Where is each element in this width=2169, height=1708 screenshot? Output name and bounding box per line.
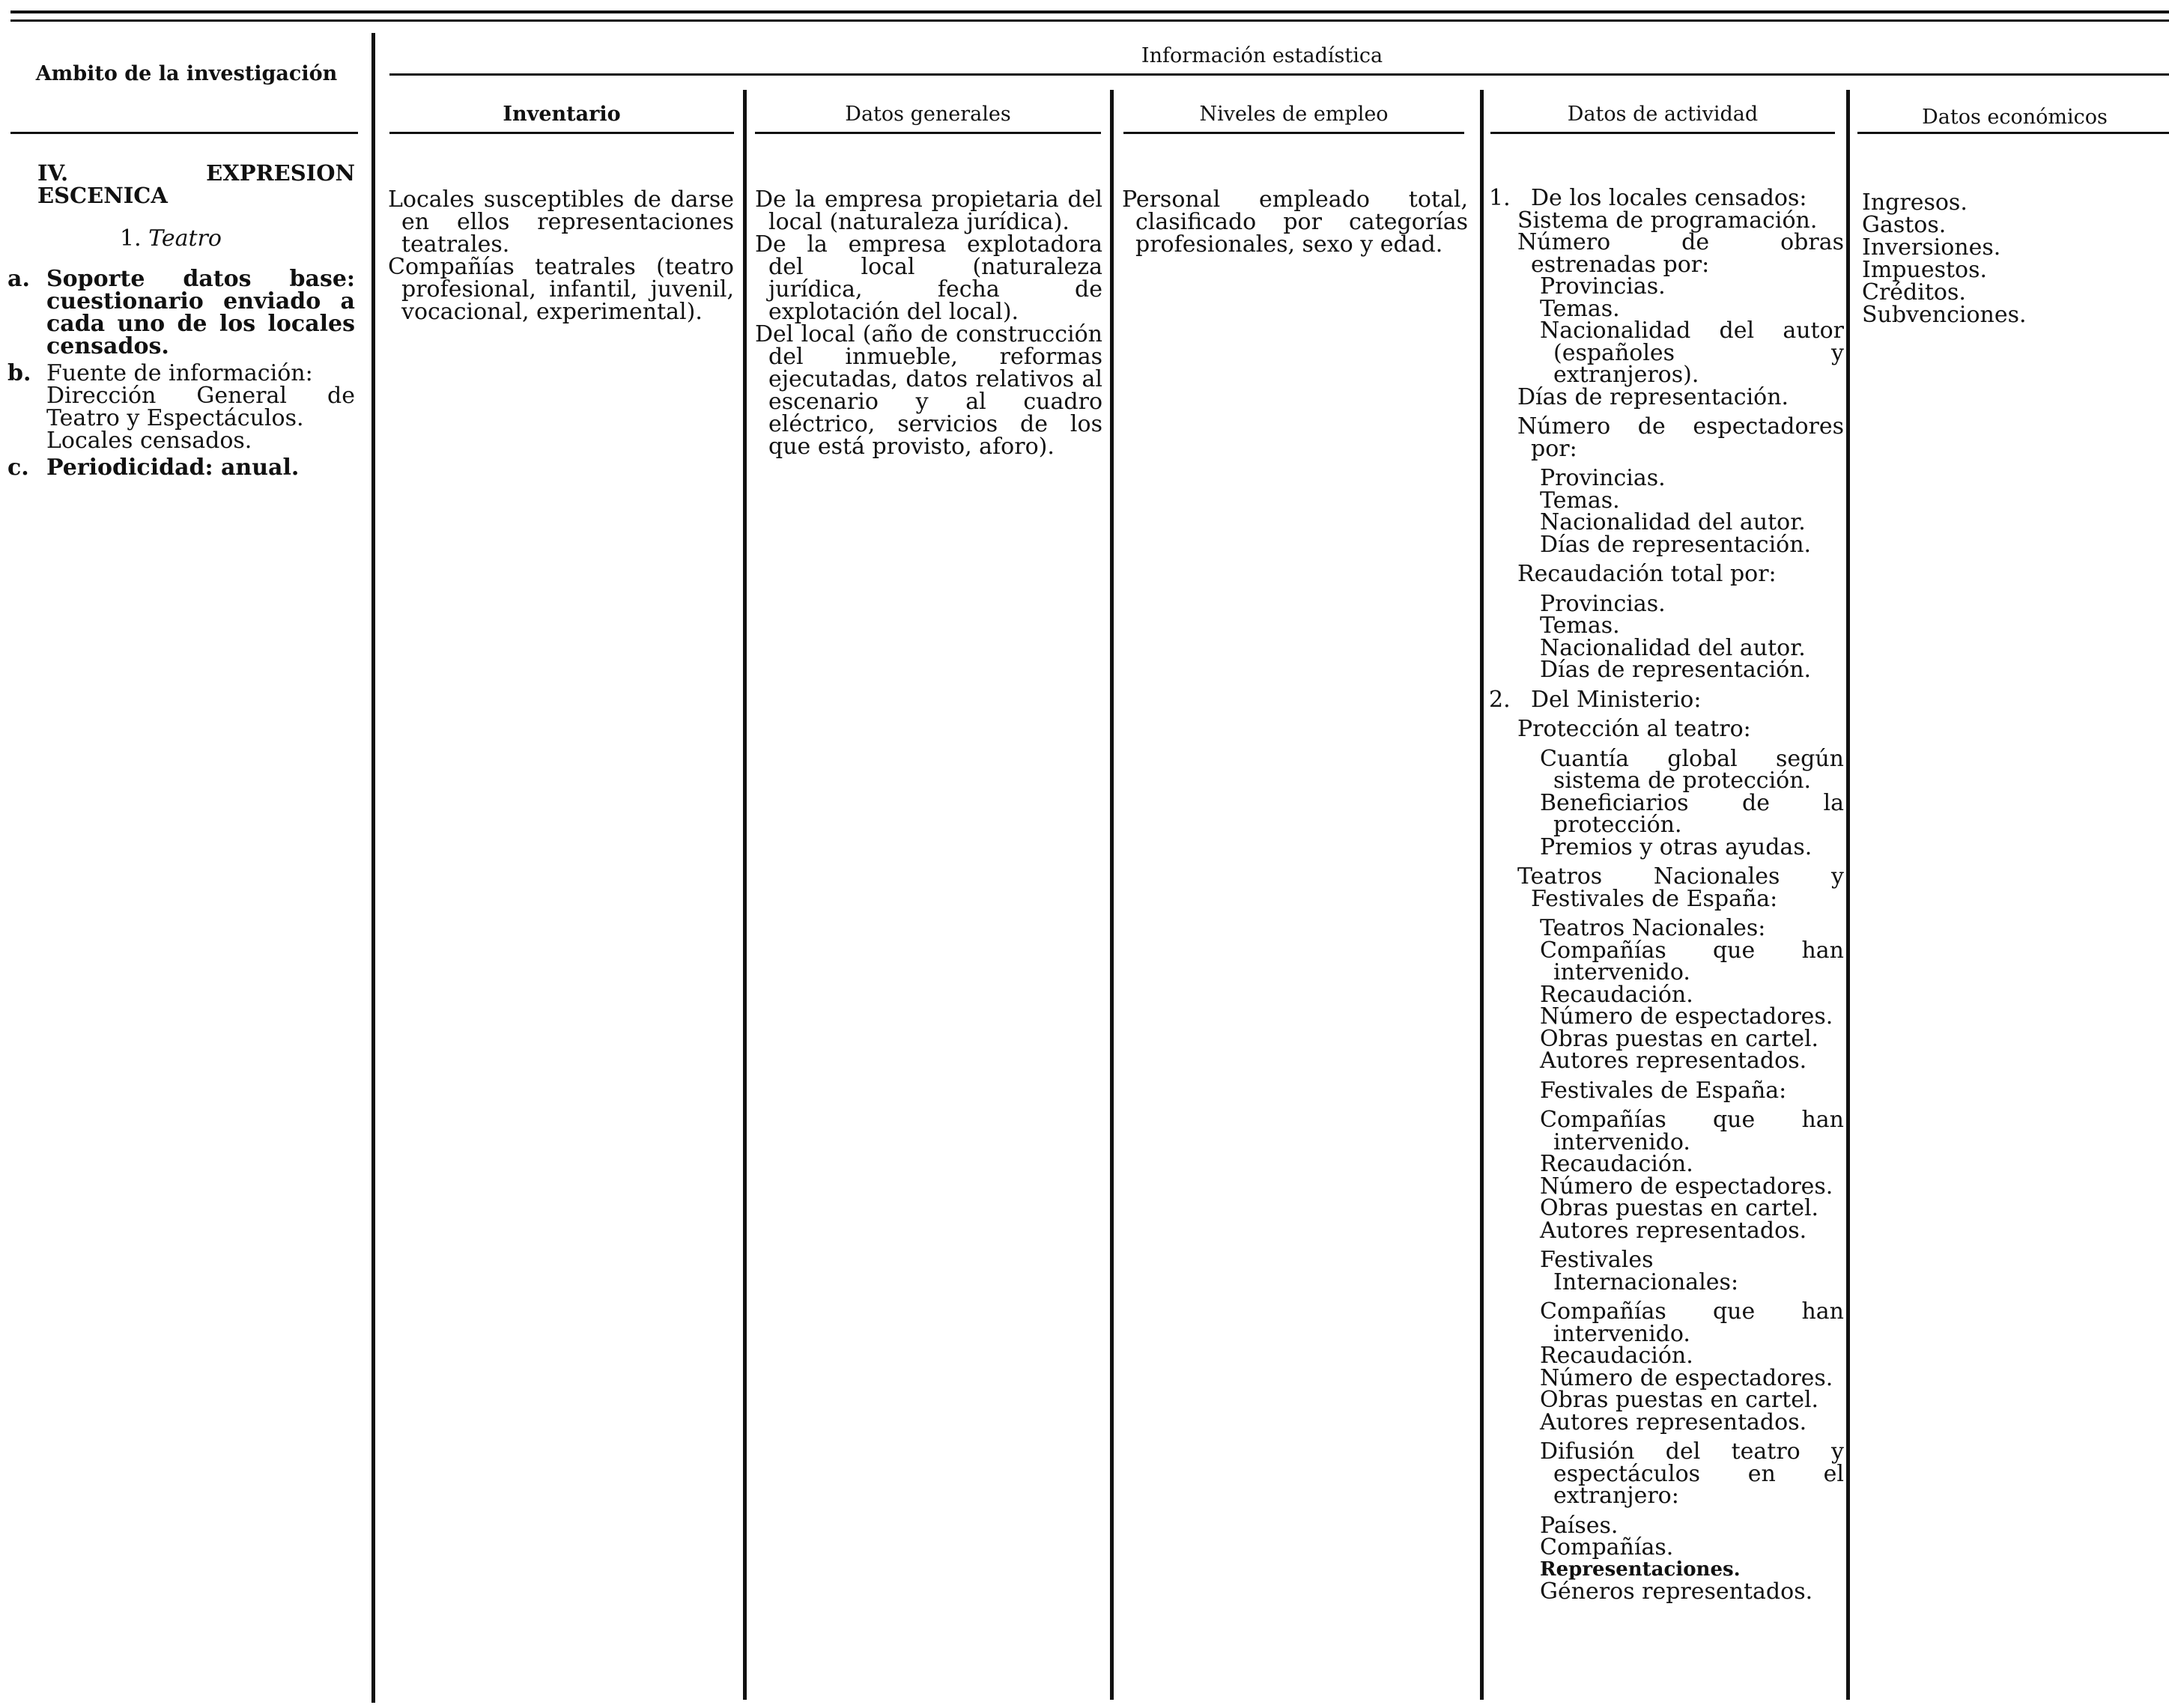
vertical-rule-2 <box>743 90 747 1700</box>
vertical-rule-1 <box>371 33 375 1703</box>
group-title: Del Ministerio: <box>1531 686 1702 713</box>
actividad-subline: Representaciones. <box>1540 1557 1741 1581</box>
inventario-entry: Locales susceptibles de darse en ellos representaciones teatrales. <box>388 186 734 258</box>
item-text: Fuente de información: <box>46 360 313 386</box>
actividad-subline: Compañías. <box>1540 1534 1674 1560</box>
datos-generales-entry: De la empresa propietaria del local (naturaleza jurídica). <box>755 186 1102 235</box>
header-datos-generales: Datos generales <box>845 103 1011 126</box>
actividad-line: Sistema de programación. <box>1517 207 1818 234</box>
actividad-subline: Recaudación. <box>1540 1343 1693 1369</box>
actividad-group-1 <box>1489 187 1844 210</box>
actividad-subline: Premios y otras ayudas. <box>1540 833 1812 860</box>
actividad-subline: Días de representación. <box>1540 657 1812 683</box>
datos-generales-entry: De la empresa explotadora del local (naturaleza jurídica, fecha de explotación del local). <box>755 231 1102 325</box>
vertical-rule-4 <box>1480 90 1484 1700</box>
actividad-line: Teatros Nacionales y Festivales de España: <box>1517 863 1844 912</box>
actividad-subline: Obras puestas en cartel. <box>1540 1025 1819 1052</box>
actividad-subline: Provincias. <box>1540 590 1666 617</box>
actividad-line: Días de representación. <box>1517 383 1789 410</box>
actividad-subline: Temas. <box>1540 487 1620 514</box>
economicos-entry: Ingresos. <box>1862 189 1968 216</box>
actividad-subline: Cuantía global según sistema de protección. <box>1540 745 1844 794</box>
actividad-subline: Festivales de España: <box>1540 1077 1787 1104</box>
actividad-subline: Festivales Internacionales: <box>1540 1247 1739 1295</box>
col-rule-economicos <box>1857 132 2169 134</box>
actividad-subline: Obras puestas en cartel. <box>1540 1195 1819 1221</box>
actividad-subline: Temas. <box>1540 613 1620 639</box>
economicos-entry: Inversiones. <box>1862 234 2001 261</box>
group-title: De los locales censados: <box>1531 185 1807 211</box>
actividad-subline: Número de espectadores. <box>1540 1364 1833 1391</box>
actividad-subline: Temas. <box>1540 295 1620 322</box>
group-number: 2. <box>1489 686 1511 713</box>
datos-generales-entry: Del local (año de construcción del inmueble, reformas ejecutadas, datos relativos al escenario y al cuadro eléctrico, servicios de los que está provisto, aforo). <box>755 321 1102 460</box>
header-niveles-empleo: Niveles de empleo <box>1199 103 1389 126</box>
actividad-subline: Autores representados. <box>1540 1217 1807 1244</box>
top-rule-thin <box>10 19 2169 22</box>
actividad-subline: Autores representados. <box>1540 1408 1807 1435</box>
subsection-number: 1. <box>120 225 142 252</box>
item-text: Periodicidad: anual. <box>46 455 300 481</box>
actividad-line: Número de espectadores por: <box>1517 413 1844 462</box>
actividad-subline: Teatros Nacionales: <box>1540 915 1766 941</box>
header-datos-economicos: Datos económicos <box>1922 106 2108 129</box>
datos-generales-column <box>755 186 1102 460</box>
actividad-subline: Géneros representados. <box>1540 1578 1813 1605</box>
niveles-empleo-column <box>1122 186 1468 258</box>
ambito-item-b <box>7 362 355 452</box>
item-label: a. <box>7 266 30 292</box>
niveles-empleo-entry: Personal empleado total, clasificado por categorías profesionales, sexo y edad. <box>1122 186 1468 258</box>
item-text: Soporte datos base: cuestionario enviado a cada uno de los locales censados. <box>46 266 355 359</box>
col-rule-niveles <box>1123 132 1464 134</box>
actividad-subline: Número de espectadores. <box>1540 1003 1833 1030</box>
actividad-subline: Número de espectadores. <box>1540 1173 1833 1200</box>
actividad-subline: Recaudación. <box>1540 1151 1693 1177</box>
actividad-subline: Compañías que han intervenido. <box>1540 937 1844 985</box>
vertical-rule-5 <box>1846 90 1850 1700</box>
datos-actividad-column <box>1489 187 1844 1603</box>
ambito-item-c <box>7 457 355 479</box>
economicos-entry: Gastos. <box>1862 212 1947 238</box>
ambito-item-a <box>7 268 355 358</box>
ambito-column <box>7 162 355 484</box>
group-number: 1. <box>1489 185 1511 211</box>
actividad-line: Recaudación total por: <box>1517 561 1777 587</box>
section-title: IV. EXPRESION ESCENICA <box>37 160 355 208</box>
actividad-subline: Compañías que han intervenido. <box>1540 1107 1844 1155</box>
item-label: c. <box>7 455 29 481</box>
vertical-rule-3 <box>1110 90 1114 1700</box>
header-informacion: Información estadística <box>1141 44 1383 67</box>
item-subtext: Locales censados. <box>46 428 252 454</box>
actividad-group-2 <box>1489 686 1844 713</box>
economicos-entry: Créditos. <box>1862 279 1966 306</box>
actividad-subline: Compañías que han intervenido. <box>1540 1298 1844 1347</box>
ambito-header-rule <box>10 132 358 134</box>
inventario-column <box>388 186 734 325</box>
actividad-subline: Provincias. <box>1540 273 1666 300</box>
actividad-subline: Nacionalidad del autor (españoles y extranjeros). <box>1540 317 1844 388</box>
actividad-subline: Difusión del teatro y espectáculos en el extranjero: <box>1540 1438 1844 1509</box>
actividad-line: Número de obras estrenadas por: <box>1517 229 1844 278</box>
actividad-subline: Nacionalidad del autor. <box>1540 634 1806 661</box>
actividad-subline: Autores representados. <box>1540 1048 1807 1074</box>
actividad-subline: Beneficiarios de la protección. <box>1540 789 1844 838</box>
col-rule-actividad <box>1490 132 1835 134</box>
item-label: b. <box>7 360 31 386</box>
datos-economicos-column <box>1862 189 2147 328</box>
economicos-entry: Subvenciones. <box>1862 302 2027 328</box>
actividad-subline: Nacionalidad del autor. <box>1540 509 1806 535</box>
col-rule-inventario <box>389 132 734 134</box>
economicos-entry: Impuestos. <box>1862 257 1988 283</box>
subsection-title <box>120 225 355 252</box>
col-rule-datos-generales <box>755 132 1101 134</box>
actividad-subline: Provincias. <box>1540 465 1666 491</box>
actividad-subline: Países. <box>1540 1512 1619 1539</box>
actividad-subline: Días de representación. <box>1540 531 1812 558</box>
actividad-line: Protección al teatro: <box>1517 716 1751 742</box>
header-ambito: Ambito de la investigación <box>35 62 338 85</box>
inventario-entry: Compañías teatrales (teatro profesional, infantil, juvenil, vocacional, experimental). <box>388 254 734 325</box>
info-header-rule <box>389 73 2169 76</box>
item-subtext: Dirección General de Teatro y Espectáculos. <box>46 383 355 431</box>
top-rule-thick <box>10 10 2169 13</box>
header-inventario: Inventario <box>503 103 621 126</box>
header-datos-actividad: Datos de actividad <box>1567 103 1759 126</box>
actividad-subline: Recaudación. <box>1540 981 1693 1008</box>
actividad-subline: Obras puestas en cartel. <box>1540 1387 1819 1413</box>
subsection-name: Teatro <box>148 225 222 252</box>
